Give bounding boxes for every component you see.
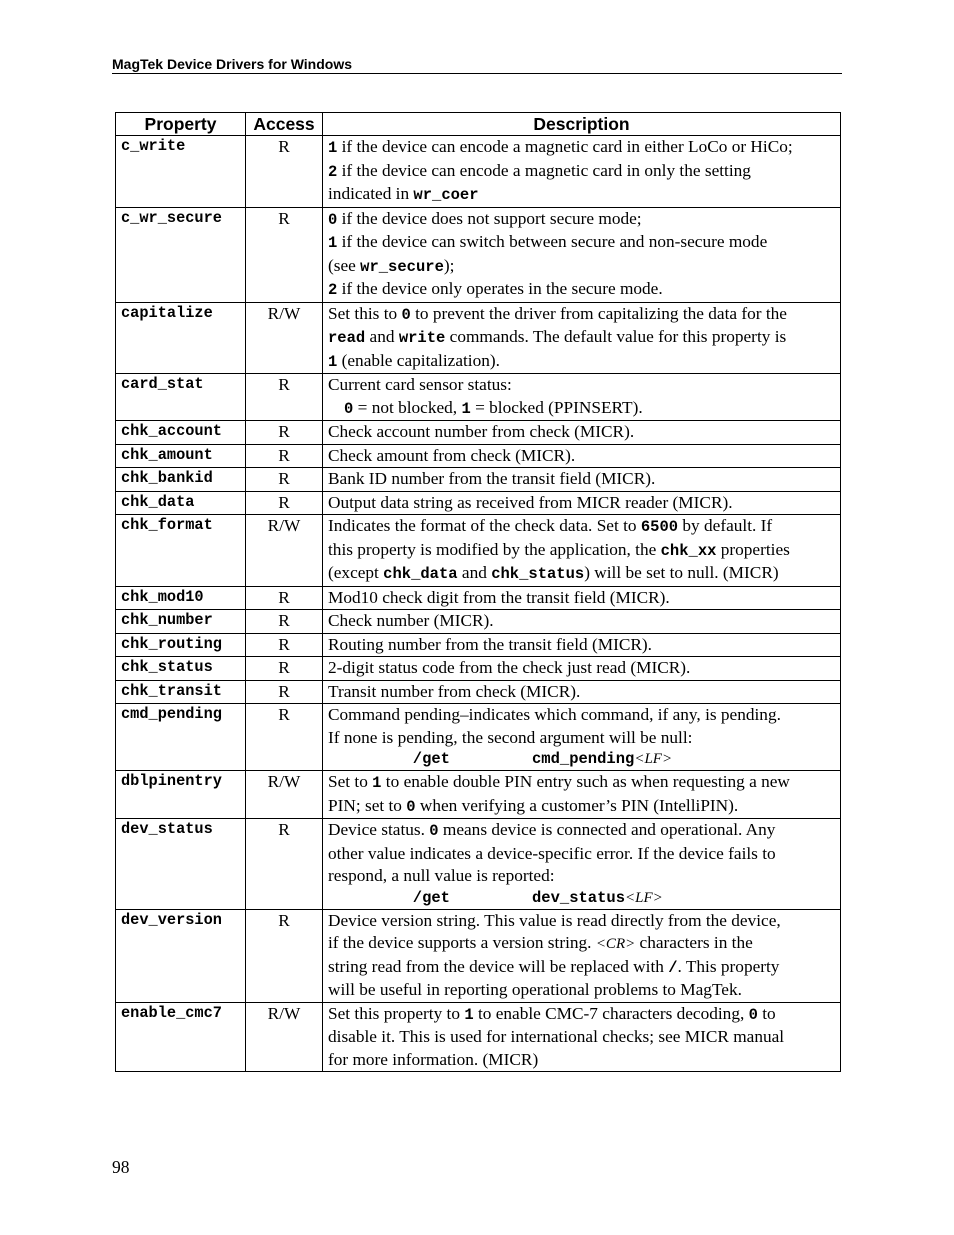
- description-line: [328, 255, 840, 279]
- property-cell: chk_number: [116, 610, 246, 634]
- table-row: [116, 302, 841, 374]
- access-cell: R: [246, 680, 323, 704]
- code-term: 1: [461, 399, 471, 418]
- code-term: wr_secure: [360, 257, 444, 276]
- description-text: . This property: [677, 956, 780, 976]
- access-cell: R: [246, 444, 323, 468]
- description-text: and: [457, 563, 492, 582]
- description-text: Command pending–indicates which command, if any, is pending.: [328, 705, 781, 724]
- table-row: [116, 374, 841, 421]
- description-text: respond, a null value is reported:: [328, 866, 555, 885]
- table-row: [116, 657, 841, 681]
- description-text: to prevent the driver from capitalizing the data for the: [410, 303, 787, 323]
- description-text: 2-digit status code from the check just read (MICR).: [328, 658, 691, 677]
- description-text: PIN; set to: [328, 795, 407, 815]
- description-cell: [323, 444, 841, 468]
- access-cell: R: [246, 586, 323, 610]
- description-line: [328, 795, 840, 819]
- description-cell: [323, 136, 841, 208]
- description-line: [328, 231, 840, 255]
- description-line: [328, 910, 840, 933]
- description-line: [328, 278, 840, 302]
- description-cell: [323, 680, 841, 704]
- description-text: );: [443, 255, 455, 275]
- property-cell: card_stat: [116, 374, 246, 421]
- property-cell: capitalize: [116, 302, 246, 374]
- description-line: [328, 1049, 840, 1072]
- property-cell: dev_status: [116, 819, 246, 910]
- description-text: Set this property to: [328, 1003, 465, 1023]
- description-text: will be useful in reporting operational problems to MagTek.: [328, 980, 742, 999]
- description-line: [328, 350, 840, 374]
- description-text: means device is connected and operational. Any: [438, 820, 776, 839]
- code-term: 6500: [640, 518, 679, 536]
- table-row: [116, 819, 841, 910]
- property-cell: chk_status: [116, 657, 246, 681]
- description-text: (see: [328, 255, 361, 275]
- description-text: if the device can switch between secure and non-secure mode: [337, 232, 768, 251]
- description-text: If none is pending, the second argument will be null:: [328, 727, 693, 747]
- description-cell: [323, 207, 841, 302]
- description-cell: [323, 1002, 841, 1072]
- code-term: 1: [464, 1005, 474, 1024]
- code-term: 1: [328, 139, 338, 157]
- page-number: 98: [112, 1157, 130, 1177]
- table-row: [116, 909, 841, 1002]
- table-row: [116, 468, 841, 492]
- code-term: 0: [406, 797, 416, 816]
- code-term: /: [668, 958, 678, 977]
- access-cell: R: [246, 610, 323, 634]
- description-line: [328, 515, 840, 539]
- description-line: [328, 587, 840, 610]
- description-line: [328, 492, 840, 515]
- description-line: [328, 303, 840, 327]
- description-text: commands. The default value for this property is: [445, 327, 787, 346]
- description-text: Check account number from check (MICR).: [328, 422, 635, 441]
- description-text: by default. If: [678, 516, 773, 535]
- code-term: 1: [328, 352, 338, 371]
- description-line: [328, 183, 840, 207]
- code-term: 0: [328, 210, 338, 229]
- description-line: [328, 932, 840, 956]
- property-cell: chk_transit: [116, 680, 246, 704]
- description-line: [328, 160, 840, 184]
- description-text: if the device supports a version string.: [328, 933, 596, 952]
- description-line: [328, 704, 840, 727]
- description-text: to enable double PIN entry such as when requesting a new: [381, 772, 790, 791]
- table-row: [116, 586, 841, 610]
- description-line: [328, 888, 840, 909]
- access-cell: R: [246, 704, 323, 771]
- description-text: string read from the device will be replaced with: [328, 956, 669, 976]
- description-text: Check amount from check (MICR).: [328, 445, 576, 465]
- description-text: and: [365, 327, 399, 346]
- table-row: [116, 515, 841, 587]
- access-cell: R: [246, 374, 323, 421]
- code-term: write: [398, 329, 446, 347]
- control-char: <LF>: [634, 751, 673, 767]
- code-term: wr_coer: [413, 186, 479, 204]
- description-line: [328, 1026, 840, 1049]
- command-verb: /get: [412, 888, 450, 907]
- code-term: 0: [344, 399, 354, 418]
- table-row: [116, 491, 841, 515]
- code-term: dev_status: [532, 888, 626, 907]
- table-row: [116, 704, 841, 771]
- description-line: [328, 374, 840, 397]
- description-cell: [323, 771, 841, 819]
- description-text: other value indicates a device-specific error. If the device fails to: [328, 843, 776, 863]
- description-line: [328, 326, 840, 350]
- description-text: to: [757, 1003, 776, 1023]
- code-term: 0: [748, 1005, 758, 1024]
- description-text: when verifying a customer’s PIN (IntelliPIN).: [415, 795, 739, 815]
- description-text: Output data string as received from MICR reader (MICR).: [328, 492, 733, 512]
- description-text: Check number (MICR).: [328, 611, 494, 630]
- table-row: [116, 207, 841, 302]
- property-cell: c_wr_secure: [116, 207, 246, 302]
- description-cell: [323, 302, 841, 374]
- control-char: <LF>: [625, 889, 663, 906]
- description-text: Routing number from the transit field (MICR).: [328, 634, 652, 654]
- code-term: 2: [328, 162, 338, 181]
- table-row: [116, 680, 841, 704]
- description-text: Set to: [328, 772, 373, 791]
- description-line: [328, 610, 840, 633]
- table-header-row: [116, 113, 841, 136]
- property-cell: chk_amount: [116, 444, 246, 468]
- description-text: (enable capitalization).: [337, 350, 500, 370]
- description-line: [328, 397, 840, 421]
- property-cell: chk_account: [116, 421, 246, 445]
- description-line: [328, 136, 840, 160]
- description-line: [328, 445, 840, 468]
- description-cell: [323, 657, 841, 681]
- column-header-description: Description: [323, 113, 841, 136]
- description-line: [328, 865, 840, 888]
- access-cell: R: [246, 633, 323, 657]
- access-cell: R/W: [246, 1002, 323, 1072]
- access-cell: R/W: [246, 302, 323, 374]
- description-line: [328, 979, 840, 1002]
- description-text: Bank ID number from the transit field (MICR).: [328, 469, 656, 488]
- description-line: [328, 843, 840, 866]
- code-term: 1: [372, 774, 382, 792]
- description-text: this property is modified by the application, the: [328, 539, 661, 559]
- code-term: 0: [401, 305, 411, 324]
- property-cell: chk_routing: [116, 633, 246, 657]
- description-line: [328, 468, 840, 491]
- access-cell: R: [246, 819, 323, 910]
- table-row: [116, 1002, 841, 1072]
- property-cell: chk_bankid: [116, 468, 246, 492]
- description-line: [328, 539, 840, 563]
- description-cell: [323, 909, 841, 1002]
- access-cell: R: [246, 468, 323, 492]
- description-text: if the device can encode a magnetic card in either LoCo or HiCo;: [337, 137, 793, 156]
- access-cell: R: [246, 909, 323, 1002]
- access-cell: R: [246, 657, 323, 681]
- command-verb: /get: [412, 750, 450, 768]
- description-cell: [323, 586, 841, 610]
- description-text: indicated in: [328, 184, 414, 203]
- description-line: [328, 771, 840, 795]
- table-row: [116, 136, 841, 208]
- table-row: [116, 610, 841, 634]
- code-term: cmd_pending: [532, 750, 635, 768]
- description-text: if the device can encode a magnetic card in only the setting: [337, 160, 751, 180]
- description-cell: [323, 515, 841, 587]
- description-text: if the device does not support secure mode;: [337, 208, 642, 228]
- description-cell: [323, 819, 841, 910]
- description-text: Set this to: [328, 303, 402, 323]
- running-header: MagTek Device Drivers for Windows: [112, 56, 842, 74]
- property-cell: enable_cmc7: [116, 1002, 246, 1072]
- property-cell: c_write: [116, 136, 246, 208]
- description-cell: [323, 610, 841, 634]
- property-cell: cmd_pending: [116, 704, 246, 771]
- table-row: [116, 633, 841, 657]
- description-text: Indicates the format of the check data. Set to: [328, 516, 641, 535]
- column-header-access: Access: [246, 113, 323, 136]
- property-cell: dev_version: [116, 909, 246, 1002]
- description-text: Mod10 check digit from the transit field (MICR).: [328, 587, 670, 607]
- access-cell: R: [246, 136, 323, 208]
- property-cell: chk_mod10: [116, 586, 246, 610]
- description-line: [328, 681, 840, 704]
- description-line: [328, 421, 840, 444]
- property-cell: dblpinentry: [116, 771, 246, 819]
- code-term: 0: [429, 822, 439, 840]
- description-line: [328, 634, 840, 657]
- description-cell: [323, 491, 841, 515]
- description-text: = not blocked,: [353, 397, 462, 417]
- code-term: chk_xx: [660, 541, 717, 560]
- code-term: 2: [328, 281, 338, 299]
- description-line: [328, 956, 840, 980]
- access-cell: R: [246, 421, 323, 445]
- description-text: Transit number from check (MICR).: [328, 681, 581, 701]
- description-text: characters in the: [635, 933, 753, 952]
- access-cell: R: [246, 491, 323, 515]
- column-header-property: Property: [116, 113, 246, 136]
- description-line: [328, 562, 840, 586]
- description-text: Device status.: [328, 820, 430, 839]
- description-line: [328, 819, 840, 843]
- property-cell: chk_format: [116, 515, 246, 587]
- description-text: Device version string. This value is read directly from the device,: [328, 910, 781, 930]
- table-row: [116, 421, 841, 445]
- description-line: [328, 208, 840, 232]
- description-text: (except: [328, 563, 384, 582]
- description-cell: [323, 468, 841, 492]
- description-text: ) will be set to null. (MICR): [584, 563, 779, 582]
- code-term: chk_status: [491, 565, 585, 583]
- access-cell: R: [246, 207, 323, 302]
- property-cell: chk_data: [116, 491, 246, 515]
- property-table: [115, 112, 841, 1072]
- code-term: read: [328, 329, 366, 347]
- description-text: for more information. (MICR): [328, 1049, 539, 1069]
- description-line: [328, 749, 840, 770]
- table-row: [116, 771, 841, 819]
- description-text: = blocked (PPINSERT).: [470, 397, 643, 417]
- description-text: disable it. This is used for international checks; see MICR manual: [328, 1027, 785, 1046]
- description-text: if the device only operates in the secure mode.: [337, 279, 663, 298]
- code-term: 1: [328, 234, 338, 252]
- description-cell: [323, 633, 841, 657]
- description-line: [328, 1003, 840, 1027]
- description-line: [328, 727, 840, 750]
- control-char: <CR>: [595, 936, 636, 952]
- description-text: to enable CMC-7 characters decoding,: [473, 1003, 749, 1023]
- description-text: Current card sensor status:: [328, 375, 512, 394]
- description-line: [328, 657, 840, 680]
- table-row: [116, 444, 841, 468]
- description-cell: [323, 421, 841, 445]
- code-term: chk_data: [383, 565, 458, 583]
- description-text: properties: [716, 539, 790, 559]
- access-cell: R/W: [246, 771, 323, 819]
- access-cell: R/W: [246, 515, 323, 587]
- description-cell: [323, 704, 841, 771]
- description-cell: [323, 374, 841, 421]
